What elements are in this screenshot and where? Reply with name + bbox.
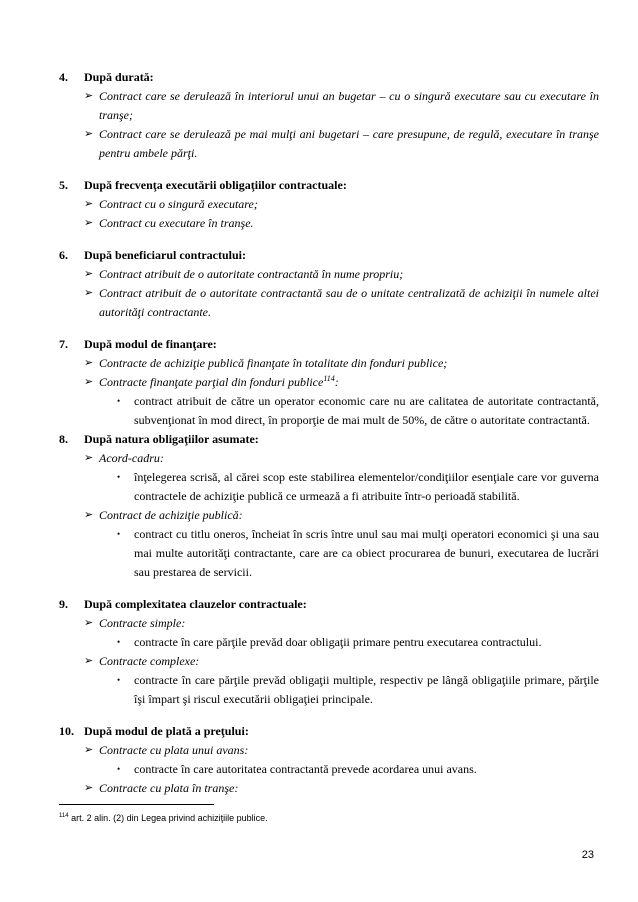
list-item-label: Contract cu executare în tranşe. [99, 216, 254, 230]
bullet-dot-icon: • [117, 675, 121, 685]
list-item-label: Contract de achiziţie publică: [99, 508, 243, 522]
section-title: După beneficiarul contractului: [84, 248, 246, 262]
section [59, 176, 599, 233]
arrow-bullet-icon: ➢ [84, 655, 94, 667]
list-item [84, 449, 599, 468]
section-title: După durată: [84, 70, 154, 84]
section-number: 9. [59, 597, 68, 611]
section-title: După complexitatea clauzelor contractuale: [84, 597, 307, 611]
list-item [84, 741, 599, 760]
list-item [84, 284, 599, 322]
list-item-text [99, 506, 599, 525]
sub-list-item-text: înţelegerea scrisă, al cărei scop este stabilirea elementelor/condiţiilor esenţiale care vor guverna contractele de achiziţie publică ce urmează a fi atribuite într-o perioadă stabilită. [134, 470, 599, 503]
sub-list-item [117, 760, 599, 779]
arrow-bullet-icon: ➢ [84, 782, 94, 794]
list-item [84, 506, 599, 525]
footnote-separator [59, 804, 214, 805]
bullet-dot-icon: • [117, 529, 121, 539]
section-number: 4. [59, 70, 68, 84]
list-item [84, 652, 599, 671]
footnote-text: art. 2 alin. (2) din Legea privind achiziţiile publice. [68, 813, 268, 823]
list-item [84, 354, 599, 373]
list-item-text [99, 652, 599, 671]
section [59, 335, 599, 430]
list-item-text [99, 87, 599, 125]
list-item-text [99, 614, 599, 633]
list-item-text [99, 354, 599, 373]
bullet-dot-icon: • [117, 396, 121, 406]
sub-list-item [117, 633, 599, 652]
arrow-bullet-icon: ➢ [84, 198, 94, 210]
section [59, 246, 599, 322]
sub-list-item [117, 468, 599, 506]
list-item-label: Contracte cu plata în tranşe: [99, 781, 239, 795]
sub-list-item-text: contracte în care părţile prevăd doar obligaţii primare pentru executarea contractului. [134, 635, 542, 649]
list-item-label: Contract care se derulează pe mai mulţi ani bugetari – care presupune, de regulă, executare în tranşe pentru ambele părţi. [99, 127, 599, 160]
list-item-text [99, 449, 599, 468]
list-item-label: Contract atribuit de o autoritate contractantă în nume propriu; [99, 267, 404, 281]
list-item-text [99, 195, 599, 214]
arrow-bullet-icon: ➢ [84, 90, 94, 102]
section-heading [59, 246, 599, 265]
section-number: 10. [59, 724, 74, 738]
list-item-text [99, 779, 599, 798]
list-item-label: Contracte complexe: [99, 654, 200, 668]
sub-list-item-text: contracte în care părţile prevăd obligaţii multiple, respectiv pe lângă obligaţiile primare, părţile îşi împart şi riscul executării obligaţiei principale. [134, 673, 599, 706]
section-number: 8. [59, 432, 68, 446]
list-item-label: Contracte de achiziţie publică finanţate în totalitate din fonduri publice; [99, 356, 448, 370]
list-item-text [99, 265, 599, 284]
section-heading [59, 176, 599, 195]
list-item [84, 614, 599, 633]
sub-list-item [117, 671, 599, 709]
list-item-label: Contracte simple: [99, 616, 186, 630]
list-item [84, 214, 599, 233]
arrow-bullet-icon: ➢ [84, 617, 94, 629]
list-item-text [99, 741, 599, 760]
page-number: 23 [581, 849, 594, 861]
section-heading [59, 595, 599, 614]
list-item-text [99, 373, 599, 392]
sub-list-item [117, 392, 599, 430]
list-item-label: Contracte cu plata unui avans: [99, 743, 249, 757]
sub-list-item-text: contract cu titlu oneros, încheiat în scris între unul sau mai mulţi operatori economici şi una sau mai multe autorităţi contractante, care are ca obiect procurarea de bunuri, executarea de lucrări sau prestarea de servicii. [134, 527, 599, 579]
section-heading [59, 335, 599, 354]
list-item-label: Contract cu o singură executare; [99, 197, 258, 211]
list-item-text [99, 125, 599, 163]
section-number: 7. [59, 337, 68, 351]
list-item-label: Contract atribuit de o autoritate contractantă sau de o unitate centralizată de achiziţii în numele altei autorităţi contractante. [99, 286, 599, 319]
list-item-label: Acord-cadru: [99, 451, 164, 465]
section [59, 722, 599, 798]
footnote-reference: 114 [323, 374, 335, 383]
arrow-bullet-icon: ➢ [84, 452, 94, 464]
section-title: După modul de plată a preţului: [84, 724, 249, 738]
list-item [84, 265, 599, 284]
bullet-dot-icon: • [117, 637, 121, 647]
list-item [84, 87, 599, 125]
list-item [84, 373, 599, 392]
list-item-label: Contracte finanţate parţial din fonduri publice [99, 375, 324, 389]
list-item-text [99, 284, 599, 322]
section [59, 430, 599, 582]
footnote-number: 114 [59, 813, 69, 819]
sub-list-item [117, 525, 599, 582]
section [59, 595, 599, 709]
section [59, 68, 599, 163]
arrow-bullet-icon: ➢ [84, 287, 94, 299]
sub-list-item-text: contracte în care autoritatea contractantă prevede acordarea unui avans. [134, 762, 477, 776]
section-heading [59, 68, 599, 87]
page-content [59, 68, 599, 811]
arrow-bullet-icon: ➢ [84, 376, 94, 388]
section-title: După frecvenţa executării obligaţiilor contractuale: [84, 178, 347, 192]
arrow-bullet-icon: ➢ [84, 744, 94, 756]
footnote [59, 812, 268, 824]
list-item [84, 195, 599, 214]
arrow-bullet-icon: ➢ [84, 128, 94, 140]
arrow-bullet-icon: ➢ [84, 268, 94, 280]
arrow-bullet-icon: ➢ [84, 217, 94, 229]
list-item [84, 125, 599, 163]
section-title: După natura obligaţiilor asumate: [84, 432, 259, 446]
section-number: 6. [59, 248, 68, 262]
list-item-text [99, 214, 599, 233]
section-heading [59, 722, 599, 741]
list-item [84, 779, 599, 798]
sub-list-item-text: contract atribuit de către un operator economic care nu are calitatea de autoritate contractantă, subvenţionat în mod direct, în proporţie de mai mult de 50%, de către o autoritate contractantă. [134, 394, 599, 427]
bullet-dot-icon: • [117, 472, 121, 482]
section-number: 5. [59, 178, 68, 192]
list-item-suffix: : [334, 375, 339, 389]
list-item-label: Contract care se derulează în interiorul unui an bugetar – cu o singură executare sau cu executare în tranşe; [99, 89, 599, 122]
arrow-bullet-icon: ➢ [84, 357, 94, 369]
arrow-bullet-icon: ➢ [84, 509, 94, 521]
section-heading [59, 430, 599, 449]
bullet-dot-icon: • [117, 764, 121, 774]
section-title: După modul de finanţare: [84, 337, 217, 351]
